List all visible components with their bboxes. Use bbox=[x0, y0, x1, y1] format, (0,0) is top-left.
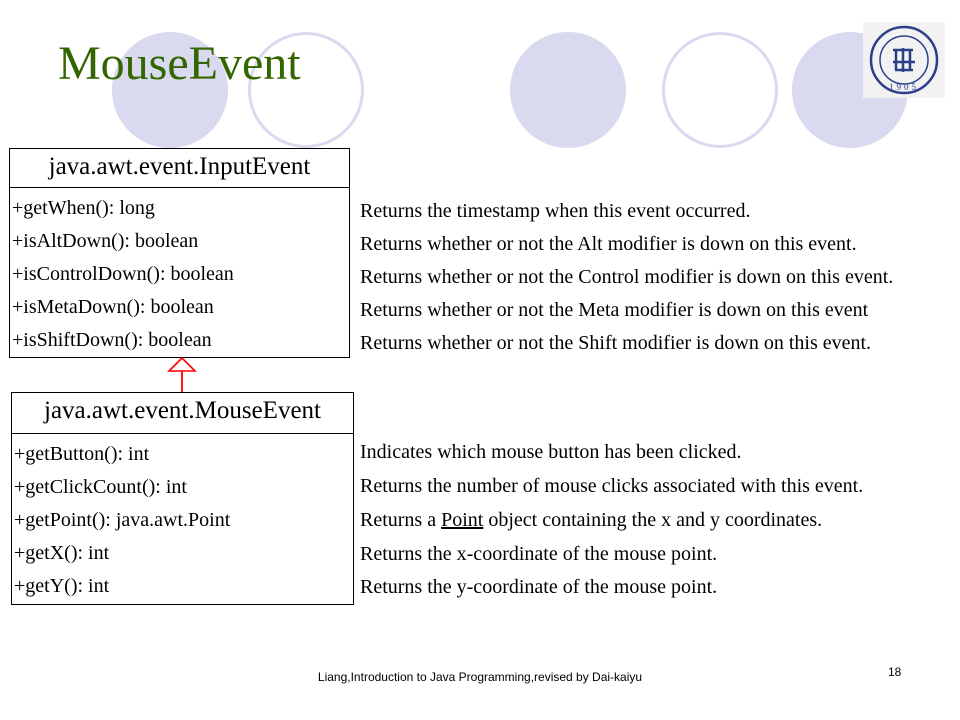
input-event-class-name: java.awt.event.InputEvent bbox=[10, 149, 349, 188]
mouse-event-class-box bbox=[11, 392, 354, 605]
input-event-desc-0: Returns the timestamp when this event occurred. bbox=[360, 200, 751, 222]
input-event-method-0: +getWhen(): long bbox=[12, 197, 155, 219]
input-event-method-2: +isControlDown(): boolean bbox=[12, 263, 234, 285]
inheritance-arrow bbox=[160, 355, 204, 395]
slide-title: MouseEvent bbox=[58, 37, 301, 90]
input-event-method-4: +isShiftDown(): boolean bbox=[12, 329, 212, 351]
input-event-desc-1: Returns whether or not the Alt modifier is down on this event. bbox=[360, 233, 857, 255]
seal-icon bbox=[863, 22, 945, 98]
decor-circle-4 bbox=[662, 32, 778, 148]
input-event-desc-3: Returns whether or not the Meta modifier is down on this event bbox=[360, 299, 869, 321]
mouse-event-desc-2-post: object containing the x and y coordinates. bbox=[483, 509, 823, 531]
input-event-desc-4: Returns whether or not the Shift modifier is down on this event. bbox=[360, 332, 872, 354]
point-link[interactable]: Point bbox=[441, 509, 484, 531]
mouse-event-method-1: +getClickCount(): int bbox=[14, 476, 187, 498]
mouse-event-method-2: +getPoint(): java.awt.Point bbox=[14, 509, 231, 531]
input-event-method-1: +isAltDown(): boolean bbox=[12, 230, 199, 252]
mouse-event-desc-2-pre: Returns a bbox=[360, 509, 442, 531]
input-event-desc-2: Returns whether or not the Control modifier is down on this event. bbox=[360, 266, 894, 288]
mouse-event-desc-1: Returns the number of mouse clicks associated with this event. bbox=[360, 475, 864, 497]
input-event-class-box bbox=[9, 148, 350, 358]
mouse-event-class-name: java.awt.event.MouseEvent bbox=[12, 393, 353, 434]
mouse-event-desc-3: Returns the x-coordinate of the mouse point. bbox=[360, 543, 718, 565]
mouse-event-desc-2 bbox=[360, 509, 822, 532]
mouse-event-desc-4: Returns the y-coordinate of the mouse point. bbox=[360, 576, 718, 598]
mouse-event-desc-0: Indicates which mouse button has been clicked. bbox=[360, 441, 742, 463]
university-logo bbox=[863, 22, 945, 98]
input-event-method-3: +isMetaDown(): boolean bbox=[12, 296, 214, 318]
slide-footer: Liang,Introduction to Java Programming,revised by Dai-kaiyu bbox=[317, 670, 643, 684]
seal-year: 1905 bbox=[889, 82, 919, 92]
page-number: 18 bbox=[888, 665, 902, 679]
decor-circle-3 bbox=[510, 32, 626, 148]
mouse-event-method-4: +getY(): int bbox=[14, 575, 110, 597]
mouse-event-method-3: +getX(): int bbox=[14, 542, 110, 564]
mouse-event-method-0: +getButton(): int bbox=[14, 443, 150, 465]
